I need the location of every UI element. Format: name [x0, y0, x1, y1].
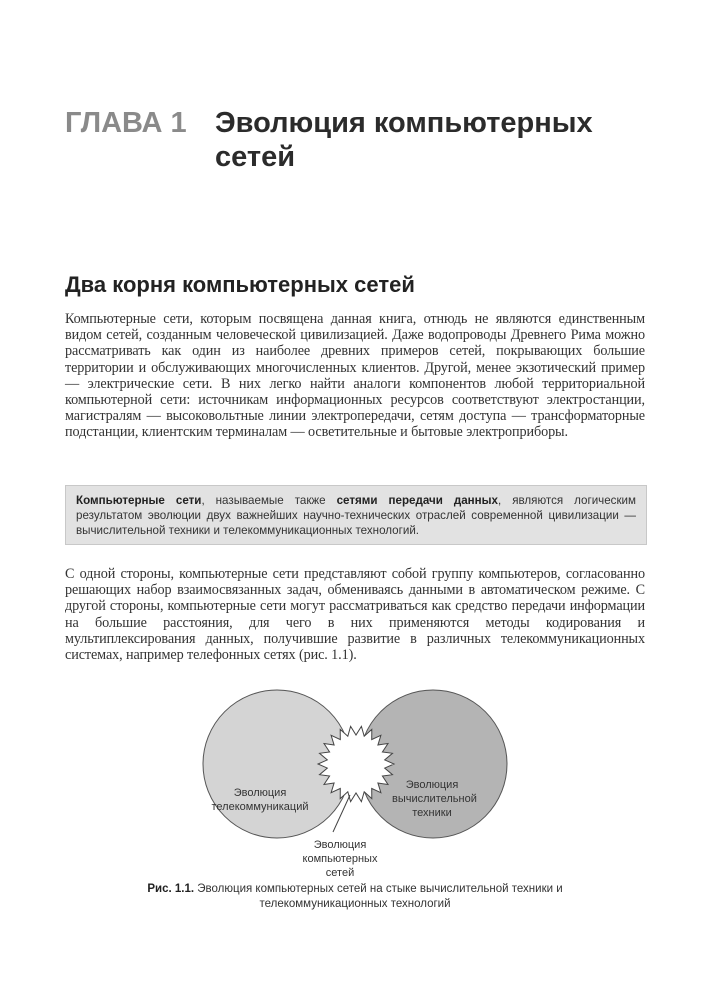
caption-text: Эволюция компьютерных сетей на стыке вычислительной техники и телекоммуникационных технологий — [194, 883, 563, 910]
chapter-title: Эволюция компьютерных сетей — [215, 107, 593, 173]
paragraph-1: Компьютерные сети, которым посвящена данная книга, отнюдь не являются единственным видом сетей, созданным человеческой цивилизацией. Даже водопроводы Древнего Рима можно рассматривать как один из наиболее древних примеров сетей, покрывающих большие территории и обслуживающих многочисленных клиентов. Другой, менее экзотический пример — электрические сети. В них легко найти аналоги компонентов любой территориальной компьютерной сети: источникам информационных ресурсов соответствуют электростанции, магистралям — высоковольтные линии электропередачи, сетям доступа — трансформаторные подстанции, клиентским терминалам — осветительные и бытовые электроприборы. — [65, 311, 645, 441]
caption-number: Рис. 1.1. — [147, 883, 195, 895]
computing-label: Эволюция вычислительной техники — [392, 779, 477, 819]
term-data-networks: сетями передачи данных — [336, 494, 499, 507]
telecom-label: Эволюция телекоммуникаций — [211, 787, 309, 813]
figure-caption — [110, 882, 600, 912]
paragraph-2: С одной стороны, компьютерные сети представляют собой группу компьютеров, согласованно решающих набор взаимосвязанных задач, обмениваясь данными в автоматическом режиме. С другой стороны, компьютерные сети могут рассматриваться как средство передачи информации на большие расстояния, для чего в них применяются методы кодирования и мультиплексирования данных, получившие развитие в различных телекоммуникационных системах, например телефонных сетях (рис. 1.1). — [65, 566, 645, 664]
definition-text-1: , называемые также — [201, 494, 337, 507]
chapter-number: ГЛАВА 1 — [65, 107, 187, 139]
definition-text-2: , являются логическим результатом эволюции двух важнейших научно-технических отраслей современной цивилизации — вычислительной техники и телекоммуникационных технологий. — [76, 494, 636, 537]
computer-networks-label: Эволюция компьютерных сетей — [302, 839, 378, 879]
term-computer-networks: Компьютерные сети — [76, 494, 202, 507]
section-title: Два корня компьютерных сетей — [65, 272, 415, 297]
